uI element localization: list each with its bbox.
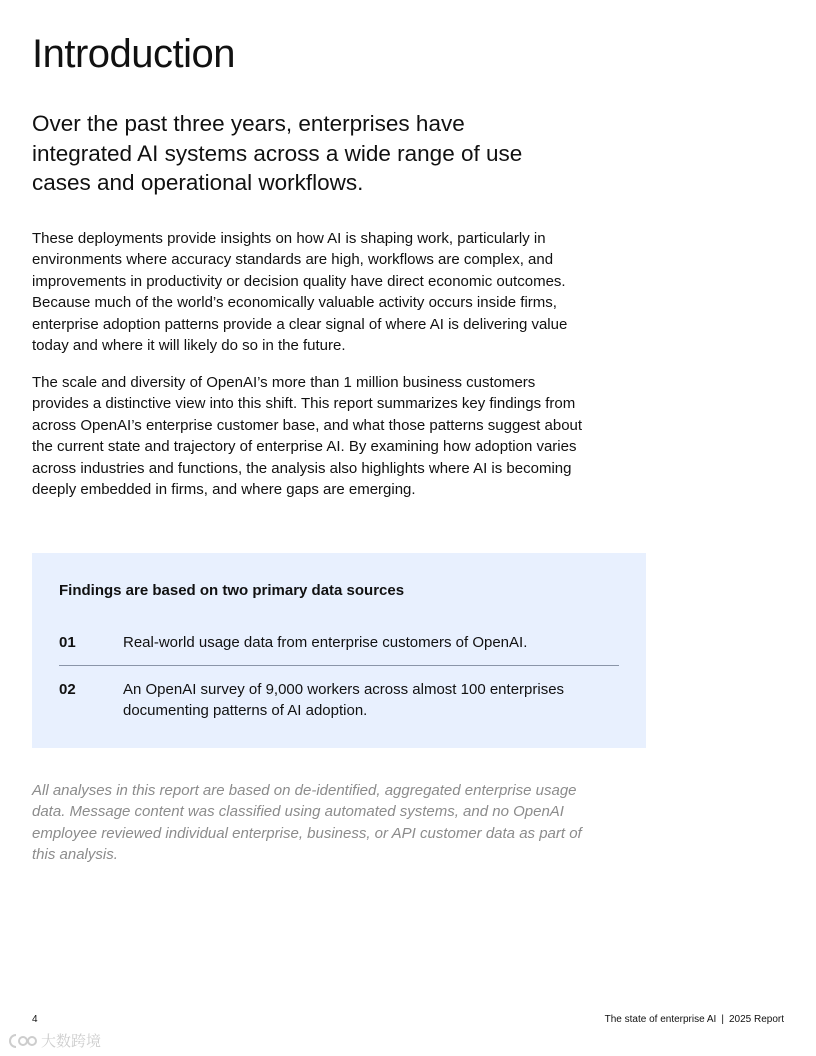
page-title: Introduction: [32, 32, 236, 76]
data-source-number: 02: [59, 681, 76, 698]
report-year: 2025 Report: [728, 1014, 784, 1025]
watermark-logo-icon: [8, 1032, 38, 1050]
report-title: The state of enterprise AI: [604, 1014, 717, 1025]
watermark-text: 大数跨境: [41, 1032, 102, 1050]
data-sources-callout: [32, 553, 646, 748]
data-source-text: Real-world usage data from enterprise customers of OpenAI.: [123, 634, 528, 651]
data-source-divider: [59, 665, 619, 666]
data-source-number: 01: [59, 634, 76, 651]
page-number: 4: [32, 1014, 38, 1025]
report-footer: [605, 1014, 784, 1026]
methodology-note: All analyses in this report are based on de-identified, aggregated enterprise usage data. Message content was classified using automated systems, and no OpenAI employee reviewed individual enterprise, business, or API customer data as part of this analysis.: [32, 782, 582, 864]
watermark: [8, 1030, 101, 1051]
body-paragraph-1: These deployments provide insights on how AI is shaping work, particularly in environments where accuracy standards are high, workflows are complex, and improvements in productivity or decision quality have direct economic outcomes. Because much of the world’s economically valuable activity occurs inside firms, enterprise adoption patterns provide a clear signal of where AI is delivering value today and where it will likely do so in the future.: [32, 230, 568, 355]
footer-separator: |: [721, 1014, 724, 1025]
data-source-text: An OpenAI survey of 9,000 workers across almost 100 enterprises documenting patterns of AI adoption.: [123, 681, 565, 720]
data-sources-heading: Findings are based on two primary data sources: [59, 582, 405, 599]
lead-paragraph: Over the past three years, enterprises have integrated AI systems across a wide range of use cases and operational workflows.: [32, 111, 523, 195]
body-paragraph-2: The scale and diversity of OpenAI’s more than 1 million business customers provides a distinctive view into this shift. This report summarizes key findings from across OpenAI’s enterprise customer base, and what those patterns suggest about the current state and trajectory of enterprise AI. By examining how adoption varies across industries and functions, the analysis also highlights where AI is becoming deeply embedded in firms, and where gaps are emerging.: [32, 374, 583, 499]
